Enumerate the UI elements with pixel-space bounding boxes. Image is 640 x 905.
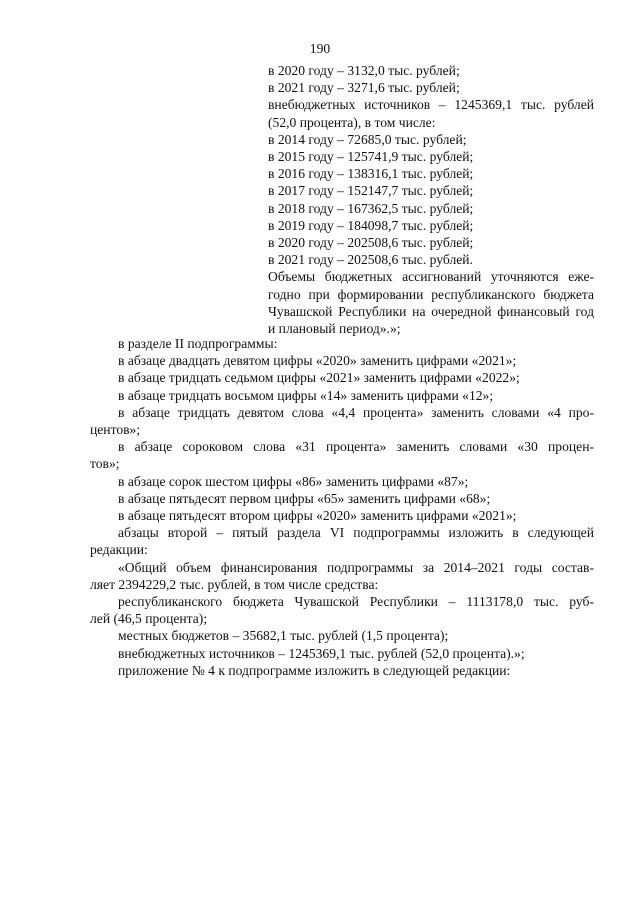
amendment-item-line: в абзаце тридцать девятом слова «4,4 процента» заменить словами «4 про- — [118, 404, 594, 420]
year-line: в 2019 году – 184098,7 тыс. рублей; — [268, 217, 474, 233]
year-line: в 2020 году – 202508,6 тыс. рублей; — [268, 235, 474, 251]
funding-continuation-column — [268, 62, 594, 337]
amendment-item: в абзаце пятьдесят первом цифры «65» заменить цифрами «68»; — [118, 490, 491, 506]
year-line: в 2016 году – 138316,1 тыс. рублей; — [268, 166, 474, 182]
republic-budget-line: республиканского бюджета Чувашской Республики – 1113178,0 тыс. руб- — [118, 594, 594, 610]
amendment-item: в абзаце тридцать седьмом цифры «2021» заменить цифрами «2022»; — [118, 370, 520, 386]
note-line: и плановый период».»; — [268, 321, 401, 337]
appendix-line: приложение № 4 к подпрограмме изложить в следующей редакции: — [118, 662, 511, 678]
total-funding-paragraph — [90, 559, 594, 593]
amendment-item: в абзаце сорок шестом цифры «86» заменить цифрами «87»; — [118, 473, 469, 489]
year-line: в 2018 году – 167362,5 тыс. рублей; — [268, 200, 474, 216]
section6-line: абзацы второй – пятый раздела VI подпрограммы изложить в следующей — [118, 525, 594, 541]
year-line: в 2020 году – 3132,0 тыс. рублей; — [268, 63, 460, 78]
section-intro: в разделе II подпрограммы: — [118, 336, 278, 351]
year-line: в 2021 году – 202508,6 тыс. рублей. — [268, 252, 473, 268]
year-line: в 2014 году – 72685,0 тыс. рублей; — [268, 131, 467, 147]
year-line: в 2015 году – 125741,9 тыс. рублей; — [268, 149, 474, 165]
total-funding-line: ляет 2394229,2 тыс. рублей, в том числе средства: — [90, 576, 379, 592]
extra-budget-line: внебюджетных источников – 1245369,1 тыс. рублей — [268, 97, 594, 113]
local-budgets-line: местных бюджетов – 35682,1 тыс. рублей (1,5 процента); — [118, 628, 449, 644]
section6-line: редакции: — [90, 542, 148, 558]
amendment-item: в абзаце двадцать девятом цифры «2020» заменить цифрами «2021»; — [118, 353, 517, 369]
amendment-item — [90, 404, 594, 438]
republic-budget-paragraph — [90, 593, 594, 627]
amendment-item: в абзаце пятьдесят втором цифры «2020» заменить цифрами «2021»; — [118, 508, 517, 524]
note-line: Объемы бюджетных ассигнований уточняются еже- — [268, 269, 594, 285]
note-line: Чувашской Республики на очередной финансовый год — [268, 303, 594, 319]
amendments-body — [90, 335, 594, 679]
note-line: годно при формировании республиканского бюджета — [268, 286, 594, 302]
extra-budget-line: внебюджетных источников – 1245369,1 тыс. рублей (52,0 процента).»; — [118, 645, 525, 661]
amendment-item: в абзаце тридцать восьмом цифры «14» заменить цифрами «12»; — [118, 387, 494, 403]
extra-budget-line: (52,0 процента), в том числе: — [268, 114, 436, 130]
page-number: 190 — [309, 41, 331, 56]
republic-budget-line: лей (46,5 процента); — [90, 611, 208, 627]
amendment-item-line: центов»; — [90, 422, 141, 438]
year-line: в 2021 году – 3271,6 тыс. рублей; — [268, 80, 460, 96]
section6-amendment — [90, 524, 594, 558]
year-line: в 2017 году – 152147,7 тыс. рублей; — [268, 183, 474, 199]
amendment-item-line: в абзаце сороковом слова «31 процента» заменить словами «30 процен- — [118, 439, 594, 455]
total-funding-line: «Общий объем финансирования подпрограммы за 2014–2021 годы состав- — [118, 559, 594, 575]
amendment-item — [90, 438, 594, 472]
amendment-item-line: тов»; — [90, 456, 120, 472]
